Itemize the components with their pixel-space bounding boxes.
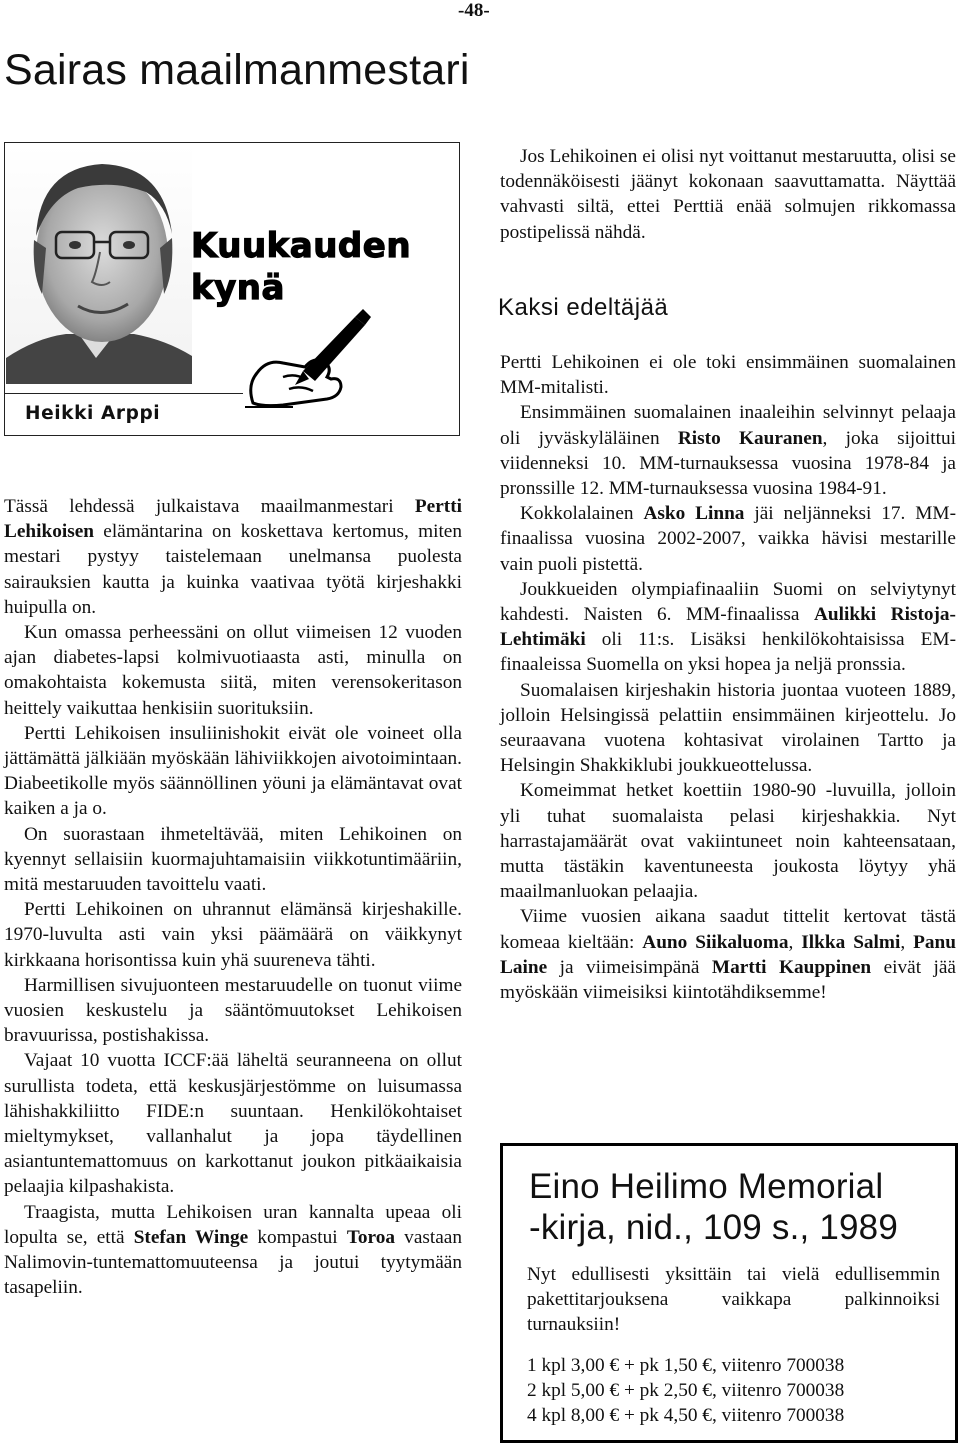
author-name: Heikki Arppi [25, 403, 161, 424]
bold-name: Panu Laine [500, 931, 957, 978]
author-photo [6, 144, 192, 384]
paragraph: Vajaat 10 vuotta ICCF:ää läheltä seuranneena on ollut surullista todeta, että keskusjärjestömme on luisumassa lähishakkiliitto FIDE:n suuntaan. Henkilökohtaiset mieltymykset, vallanhalut ja jopa täydellinen asiantuntemattomuus on karkottanut joukon pitkäaikaisia pelaajia kilpashakista. [4, 1050, 462, 1198]
paragraph: Tässä lehdessä julkaistava maailmanmestari Pertti Lehikoisen elämäntarina on koskettava kertomus, miten mestari pystyy taistelemaan unelmansa puolesta sairauksien kautta ja kuinka vaativaa työtä kirjeshakki huipulla on. [4, 496, 462, 618]
ad-title-line1: Eino Heilimo Memorial [529, 1167, 884, 1206]
columnist-box [4, 142, 460, 436]
ad-title [529, 1166, 949, 1248]
paragraph: Harmillisen sivujuonteen mestaruudelle on tuonut viime vuosien keskustelu ja sääntömuutokset Lehikoisen bravuurissa, postishakissa. [4, 974, 462, 1047]
bold-name: Ilkka Salmi [801, 931, 901, 953]
section-heading: Kaksi edeltäjää [498, 294, 669, 321]
bold-name: Auno Siikaluoma [642, 931, 789, 953]
bold-name: Stefan Winge [133, 1226, 249, 1248]
bold-name: Martti Kauppinen [711, 956, 872, 978]
bold-name: Toroa [346, 1226, 396, 1248]
price-line: 2 kpl 5,00 € + pk 2,50 €, viitenro 700038 [527, 1380, 845, 1401]
paragraph: Komeimmat hetket koettiin 1980-90 -luvuilla, jolloin yli tuhat suomalaista pelasi kirjeshakkia. Nyt harrastajamäärät ovat vakiintuneet noin kahteensataan, mutta tästäkin kaventuneesta joukosta löytyy yhä maailmanluokan pelaajia. [500, 780, 956, 903]
bold-name: Aulikki Ristoja-Lehtimäki [500, 604, 956, 651]
page-number: -48- [458, 0, 490, 21]
paragraph: Joukkueiden olympiafinaaliin Suomi on selviytynyt kahdesti. Naisten 6. MM-finaalissa Aulikki Ristoja-Lehtimäki oli 11:s. Lisäksi henkilökohtaisissa EM-finaaleissa Suomella on yksi hopea ja neljä pronssia. [500, 578, 956, 676]
box-divider [5, 393, 243, 394]
right-column-intro [500, 144, 956, 245]
paragraph: Viime vuosien aikana saadut tittelit kertovat tästä komeaa kieltään: Auno Siikaluoma, Ilkka Salmi, Panu Laine ja viimeisimpänä Martti Kauppinen eivät jää myöskään viimeisiksi kiintotähdiksemme! [500, 906, 957, 1004]
paragraph: Pertti Lehikoinen on uhrannut elämänsä kirjeshakille. 1970-luvulta asti vain yksi päämäärä on väikkynyt kirkkaana horisontissa kuin yhä suureneva tähti. [4, 899, 462, 971]
paragraph: Traagista, mutta Lehikoisen uran kannalta upeaa oli lopulta se, että Stefan Winge kompastui Toroa vastaan Nalimovin-tuntemattomuuteensa ja joutui tyytymään tasapeliin. [4, 1201, 463, 1299]
paragraph: Pertti Lehikoisen insuliinishokit eivät ole voineet olla jättämättä jälkiään myöskään lähiviikkojen aivotoimintaan. Diabeetikolle myös säännöllinen yöuni ja elämäntavat ovat kaiken a ja o. [4, 722, 462, 820]
price-line: 1 kpl 3,00 € + pk 1,50 €, viitenro 700038 [527, 1355, 845, 1376]
pen-hand-icon [243, 307, 373, 411]
paragraph: Pertti Lehikoinen ei ole toki ensimmäinen suomalainen MM-mitalisti. [500, 352, 956, 399]
bold-name: Pertti Lehikoisen [4, 496, 462, 543]
left-column-text [4, 494, 462, 1301]
price-line: 4 kpl 8,00 € + pk 4,50 €, viitenro 700038 [527, 1405, 845, 1426]
paragraph: Kun omassa perheessäni on ollut viimeisen 12 vuoden ajan diabetes-lapsi kolmivuotiaasta asti, minulla on omakohtaista kokemusta siitä, miten verensokeritason heittely vaikuttaa henkisiin suorituksiin. [4, 622, 462, 719]
article-title: Sairas maailmanmestari [4, 46, 470, 94]
ad-text: Nyt edullisesti yksittäin tai vielä edullisemmin pakettitarjouksena vaikkapa palkinnoiksi turnauksiin! [527, 1264, 940, 1336]
paragraph: On suorastaan ihmeteltävää, miten Lehikoinen on kyennyt sellaisiin kuormajuhtamaisiin viikkotuntimääriin, mitä mestaruuden tavoittelu vaati. [4, 823, 462, 896]
bold-name: Asko Linna [643, 503, 745, 525]
ad-price-list [527, 1353, 844, 1428]
ad-title-line2: -kirja, nid., 109 s., 1989 [529, 1208, 899, 1247]
book-advertisement [500, 1143, 958, 1443]
paragraph: Suomalaisen kirjeshakin historia juontaa vuoteen 1889, jolloin Helsingissä pelattiin ensimmäinen kirjeottelu. Jo seuraavana vuotena kohtasivat virolainen Tartto ja Helsingin Shakkiklubi joukkueottelussa. [500, 679, 956, 777]
paragraph: Kokkolalainen Asko Linna jäi neljänneksi 17. MM-finaalissa vuosina 2002-2007, vaikka hävisi mestarille vain puoli pistettä. [500, 503, 956, 575]
column-logo-line1: Kuukauden [191, 226, 412, 266]
column-logo-line2: kynä [191, 268, 285, 308]
right-column-text [500, 350, 956, 1005]
bold-name: Risto Kauranen [677, 427, 823, 449]
column-logo [191, 225, 411, 309]
paragraph: Ensimmäinen suomalainen inaaleihin selvinnyt pelaaja oli jyväskyläläinen Risto Kauranen, joka sijoittui viidenneksi 10. MM-turnauksessa vuosina 1978-84 ja pronssille 12. MM-turnauksessa vuosina 1984-91. [500, 402, 956, 500]
paragraph: Jos Lehikoinen ei olisi nyt voittanut mestaruutta, olisi se todennäköisesti jäänyt kokonaan saavuttamatta. Näyttää vahvasti siltä, ettei Perttiä enää solmujen rikkomassa postipelissä nähdä. [500, 146, 956, 243]
